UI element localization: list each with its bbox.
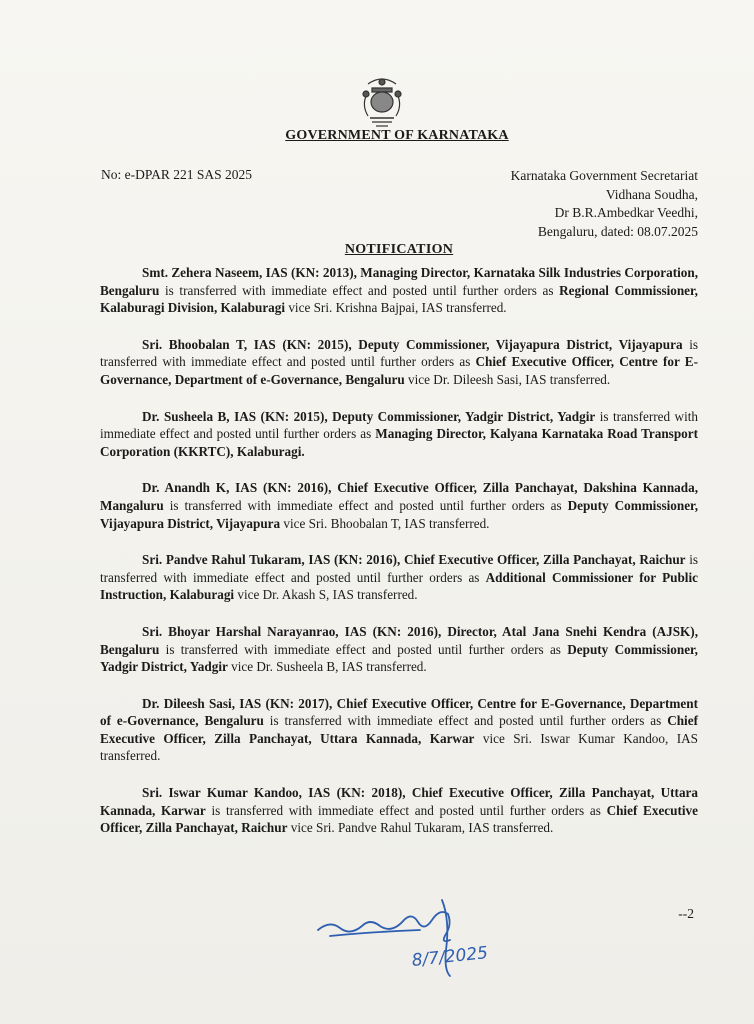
bold-segment: Sri. Iswar Kumar Kandoo, IAS (KN: 2018), Chief Executive Officer, Zilla Panchayat, Uttara Kannada, Karwar [100, 785, 698, 818]
bold-segment: Dr. Anandh K, IAS (KN: 2016), Chief Executive Officer, Zilla Panchayat, Dakshina Kannada, Mangaluru [100, 480, 698, 513]
karnataka-state-emblem-icon [358, 72, 406, 128]
bold-segment: Chief Executive Officer, Centre for E-Governance, Department of e-Governance, Bengaluru [100, 354, 698, 387]
text-segment: vice Sri. Krishna Bajpai, IAS transferred. [285, 300, 507, 316]
bold-segment: Managing Director, Kalyana Karnataka Road Transport Corporation (KKRTC), Kalaburagi. [100, 426, 698, 459]
bold-segment: Deputy Commissioner, Vijayapura District, Vijayapura [100, 497, 698, 531]
text-segment: is transferred with immediate effect and posted until further orders as [100, 552, 699, 585]
address-line: Vidhana Soudha, [605, 186, 698, 202]
transfer-paragraph [100, 264, 698, 317]
bold-segment: Smt. Zehera Naseem, IAS (KN: 2013), Managing Director, Karnataka Silk Industries Corporation, Bengaluru [100, 265, 698, 298]
bold-segment: Regional Commissioner, Kalaburagi Division, Kalaburagi [100, 282, 698, 316]
text-segment: is transferred with immediate effect and posted until further orders as [163, 497, 568, 513]
transfer-paragraph [100, 408, 698, 461]
text-segment: is transferred with immediate effect and posted until further orders as [100, 336, 698, 370]
text-segment: is transferred with immediate effect and posted until further orders as [100, 408, 698, 442]
notification-heading: NOTIFICATION [344, 242, 454, 257]
transfer-paragraph [100, 623, 698, 676]
address-line: Karnataka Government Secretariat [510, 168, 698, 183]
address-line: Dr B.R.Ambedkar Veedhi, [554, 205, 698, 220]
bold-segment: Deputy Commissioner, Yadgir District, Yadgir [100, 641, 698, 675]
address-block [511, 167, 698, 241]
reference-number: No: e-DPAR 221 SAS 2025 [101, 167, 253, 182]
text-segment: vice Sri. Iswar Kumar Kandoo, IAS transferred. [100, 730, 698, 764]
transfer-paragraph [100, 695, 698, 765]
text-segment: is transferred with immediate effect and posted until further orders as [205, 802, 607, 818]
text-segment: vice Sri. Bhoobalan T, IAS transferred. [280, 515, 490, 531]
text-segment: vice Dr. Akash S, IAS transferred. [234, 587, 418, 603]
text-segment: is transferred with immediate effect and posted until further orders as [263, 713, 668, 729]
bold-segment: Dr. Dileesh Sasi, IAS (KN: 2017), Chief Executive Officer, Centre for E-Governance, Department of e-Governance, Bengaluru [100, 695, 698, 729]
text-segment: is transferred with immediate effect and posted until further orders as [159, 641, 568, 657]
transfer-paragraph [100, 784, 698, 837]
handwritten-signature-icon [300, 890, 530, 980]
bold-segment: Sri. Pandve Rahul Tukaram, IAS (KN: 2016), Chief Executive Officer, Zilla Panchayat, Raichur [142, 552, 686, 568]
bold-segment: Sri. Bhoobalan T, IAS (KN: 2015), Deputy Commissioner, Vijayapura District, Vijayapura [142, 336, 683, 352]
text-segment: vice Sri. Pandve Rahul Tukaram, IAS transferred. [287, 820, 554, 836]
bold-segment: Chief Executive Officer, Zilla Panchayat, Uttara Kannada, Karwar [100, 713, 698, 746]
bold-segment: Additional Commissioner for Public Instruction, Kalaburagi [100, 569, 698, 603]
text-segment: vice Dr. Susheela B, IAS transferred. [227, 659, 427, 675]
text-segment: is transferred with immediate effect and posted until further orders as [159, 282, 560, 298]
transfer-paragraph [100, 551, 698, 604]
bold-segment: Sri. Bhoyar Harshal Narayanrao, IAS (KN: 2016), Director, Atal Jana Snehi Kendra (AJSK), Bengaluru [100, 623, 698, 657]
transfer-paragraph [100, 336, 698, 389]
text-segment: vice Dr. Dileesh Sasi, IAS transferred. [404, 371, 611, 387]
notification-body [100, 264, 698, 856]
bold-segment: Chief Executive Officer, Zilla Panchayat, Raichur [100, 802, 698, 836]
government-title: GOVERNMENT OF KARNATAKA [285, 128, 509, 143]
signature-date: 8/7/2025 [410, 943, 489, 971]
bold-segment: Dr. Susheela B, IAS (KN: 2015), Deputy Commissioner, Yadgir District, Yadgir [142, 408, 596, 424]
address-date-line: Bengaluru, dated: 08.07.2025 [537, 223, 698, 239]
next-page-marker: --2 [678, 906, 694, 921]
transfer-paragraph [100, 479, 698, 532]
